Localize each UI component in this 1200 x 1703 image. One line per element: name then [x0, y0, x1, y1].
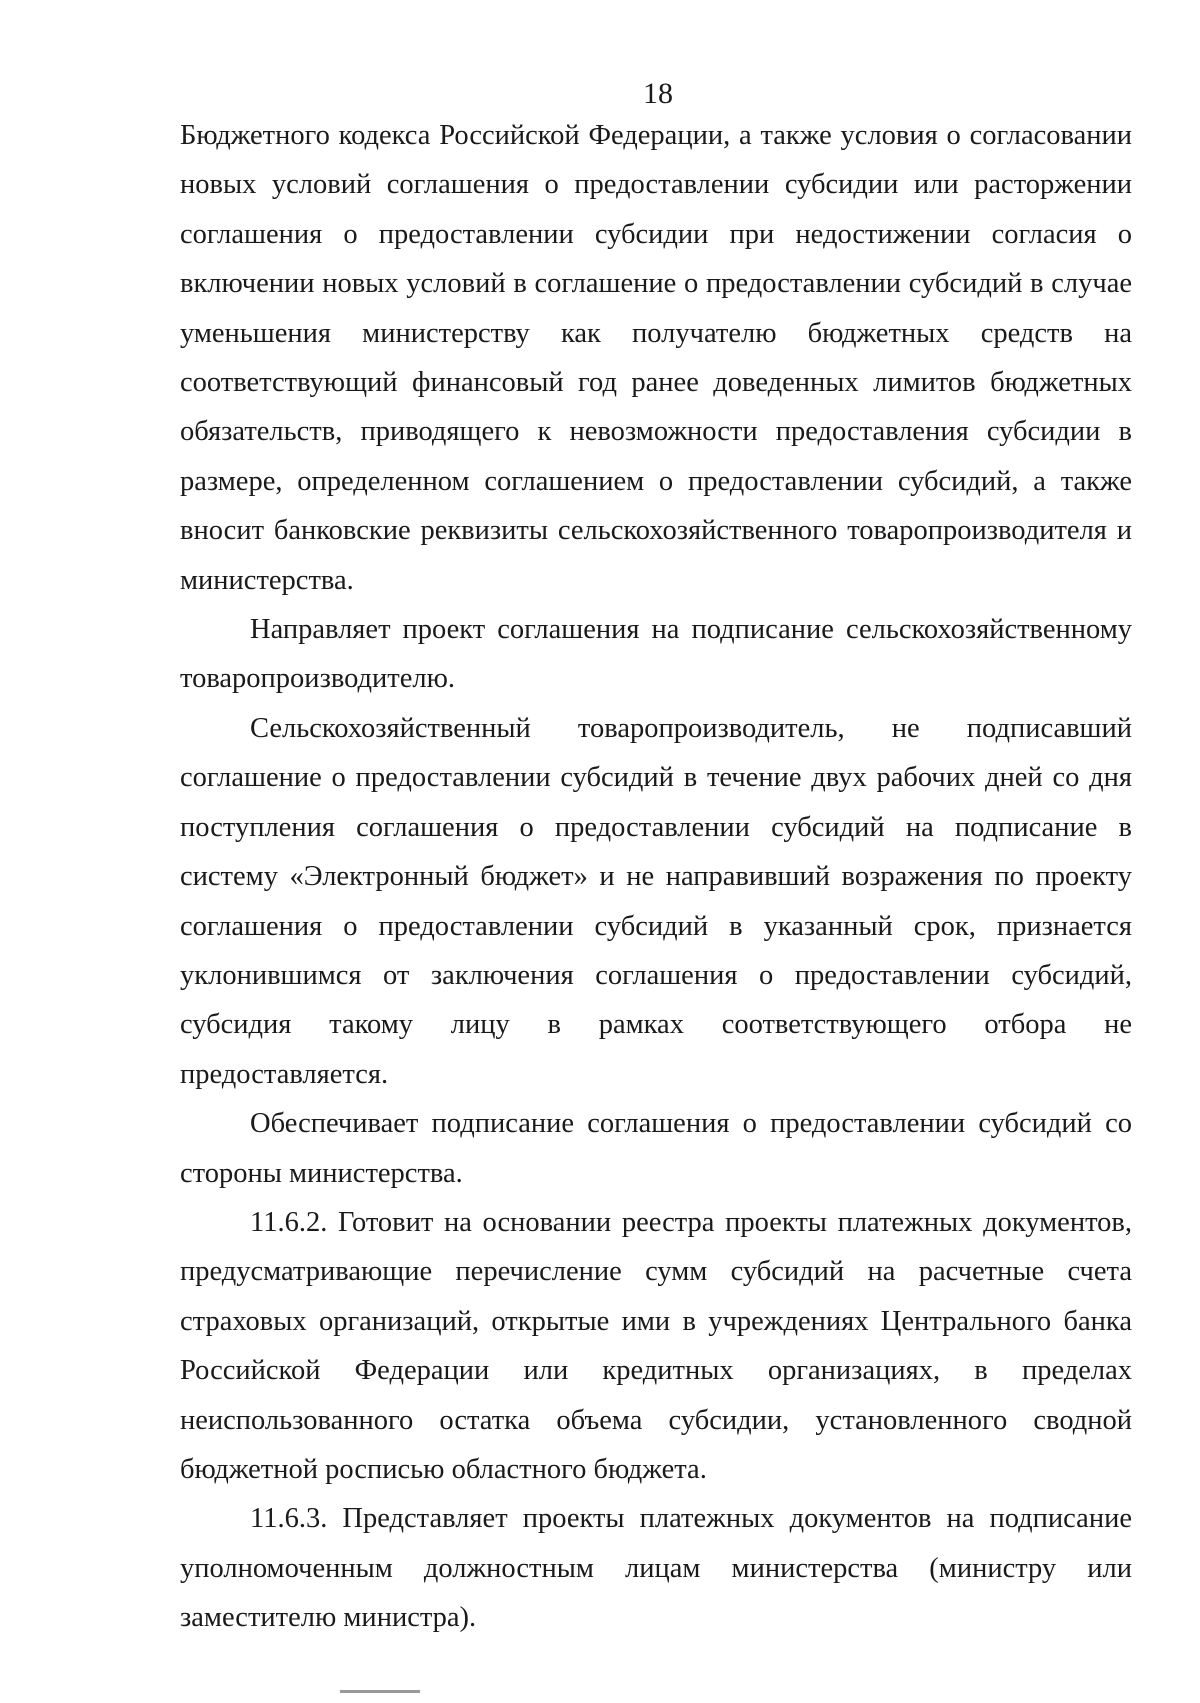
paragraph-continuation: Бюджетного кодекса Российской Федерации, а также условия о согласовании новых условий соглашения о предоставлении субсидии или расторжении соглашения о предоставлении субсидии при недостижении согласия о включении новых условий в соглашение о предоставлении субсидий в случае уменьшения министерству как получателю бюджетных средств на соответствующий финансовый год ранее доведенных лимитов бюджетных обязательств, приводящего к невозможности предоставления субсидии в размере, определенном соглашением о предоставлении субсидий, а также вносит банковские реквизиты сельскохозяйственного товаропроизводителя и министерства. — [180, 120, 1132, 596]
paragraph-refusal-terms: Сельскохозяйственный товаропроизводитель, не подписавший соглашение о предоставлении субсидий в течение двух рабочих дней со дня поступления соглашения о предоставлении субсидий на подписание в систему «Электронный бюджет» и не направивший возражения по проекту соглашения о предоставлении субсидий в указанный срок, признается уклонившимся от заключения соглашения о предоставлении субсидий, субсидия такому лицу в рамках соответствующего отбора не предоставляется. — [180, 712, 1132, 1090]
paragraph-11-6-2: 11.6.2. Готовит на основании реестра проекты платежных документов, предусматривающие перечисление сумм субсидий на расчетные счета страховых организаций, открытые ими в учреждениях Центрального банка Российской Федерации или кредитных организациях, в пределах неиспользованного остатка объема субсидии, установленного сводной бюджетной росписью областного бюджета. — [180, 1206, 1132, 1485]
paragraph-send-draft: Направляет проект соглашения на подписание сельскохозяйственному товаропроизводителю. — [180, 614, 1132, 695]
paragraph-11-6-3: 11.6.3. Представляет проекты платежных документов на подписание уполномоченным должностным лицам министерства (министру или заместителю министра). — [180, 1503, 1132, 1634]
footer-scan-mark — [340, 1690, 420, 1693]
page-number: 18 — [643, 77, 673, 110]
document-body — [180, 111, 1132, 1643]
paragraph-ministry-signing: Обеспечивает подписание соглашения о предоставлении субсидий со стороны министерства. — [180, 1108, 1132, 1189]
